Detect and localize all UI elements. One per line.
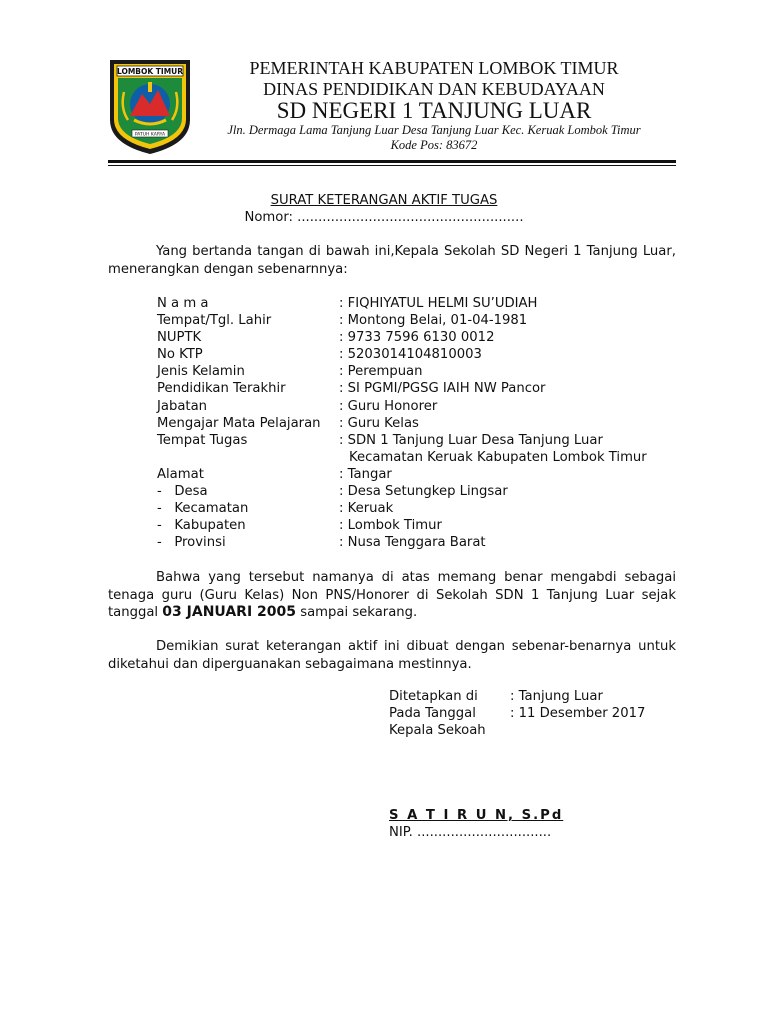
field-label: - Provinsi — [157, 535, 226, 550]
field-label: Jenis Kelamin — [157, 364, 245, 379]
header-rule-thin — [108, 165, 676, 166]
header-address: Jln. Dermaga Lama Tanjung Luar Desa Tanjung Luar Kec. Keruak Lombok Timur — [227, 123, 641, 137]
field-label: Jabatan — [157, 399, 208, 414]
field-value: : SDN 1 Tanjung Luar Desa Tanjung Luar — [339, 433, 603, 448]
field-label: Tempat Tugas — [157, 433, 248, 448]
field-value: : 9733 7596 6130 0012 — [339, 330, 495, 345]
letter-title: SURAT KETERANGAN AKTIF TUGAS — [270, 193, 498, 208]
place-label: Ditetapkan di — [389, 689, 478, 704]
field-value: : Nusa Tenggara Barat — [339, 535, 486, 550]
place-value: : Tanjung Luar — [510, 689, 603, 704]
field-label: Pendidikan Terakhir — [157, 381, 286, 396]
field-label: N a m a — [157, 296, 209, 311]
signer-nip: NIP. ................................ — [389, 825, 552, 840]
field-value: : Montong Belai, 01-04-1981 — [339, 313, 528, 328]
intro-paragraph: Yang bertanda tangan di bawah ini,Kepala Sekolah SD Negeri 1 Tanjung Luar, menerangkan dengan sebenarnnya: — [108, 244, 676, 277]
signer-position: Kepala Sekoah — [389, 723, 486, 738]
field-value: : Guru Kelas — [339, 416, 419, 431]
field-label: - Kabupaten — [157, 518, 246, 533]
regency-logo — [108, 58, 192, 156]
date-value: : 11 Desember 2017 — [510, 706, 646, 721]
statement-text-a: Bahwa yang tersebut namanya di atas memang benar mengabdi sebagai tenaga guru (Guru Kelas) Non PNS/Honorer di Sekolah SDN 1 Tanjung Luar sejak tanggal — [108, 570, 676, 620]
logo-text-bottom: PATUH KARYA — [134, 132, 166, 138]
statement-text-b: sampai sekarang. — [296, 605, 418, 620]
date-label: Pada Tanggal — [389, 706, 476, 721]
letter-number: Nomor: ...................................................... — [244, 210, 524, 225]
field-value: : FIQHIYATUL HELMI SU’UDIAH — [339, 296, 538, 311]
field-label: - Desa — [157, 484, 208, 499]
field-label: Alamat — [157, 467, 204, 482]
header-government: PEMERINTAH KABUPATEN LOMBOK TIMUR — [249, 58, 619, 78]
field-value: : Desa Setungkep Lingsar — [339, 484, 508, 499]
field-value: : Guru Honorer — [339, 399, 438, 414]
header-rule-thick — [108, 160, 676, 163]
field-label: NUPTK — [157, 330, 202, 345]
field-value: Kecamatan Keruak Kabupaten Lombok Timur — [349, 450, 647, 465]
field-label: Mengajar Mata Pelajaran — [157, 416, 321, 431]
closing-paragraph: Demikian surat keterangan aktif ini dibuat dengan sebenar-benarnya untuk diketahui dan diperguanakan sebagaimana mestinnya. — [108, 639, 676, 672]
field-value: : 5203014104810003 — [339, 347, 482, 362]
field-value: : SI PGMI/PGSG IAIH NW Pancor — [339, 381, 546, 396]
field-label: Tempat/Tgl. Lahir — [157, 313, 272, 328]
field-value: : Tangar — [339, 467, 392, 482]
header-postal-code: Kode Pos: 83672 — [390, 138, 478, 152]
logo-text-top: LOMBOK TIMUR — [116, 67, 184, 76]
statement-paragraph — [108, 569, 676, 622]
field-value: : Perempuan — [339, 364, 423, 379]
start-date: 03 JANUARI 2005 — [162, 604, 297, 620]
signer-name: S A T I R U N, S.Pd — [389, 808, 564, 823]
field-value: : Keruak — [339, 501, 394, 516]
field-label: - Kecamatan — [157, 501, 249, 516]
header-department: DINAS PENDIDIKAN DAN KEBUDAYAAN — [263, 79, 605, 99]
field-value: : Lombok Timur — [339, 518, 442, 533]
field-label: No KTP — [157, 347, 203, 362]
header-school-name: SD NEGERI 1 TANJUNG LUAR — [276, 98, 592, 123]
